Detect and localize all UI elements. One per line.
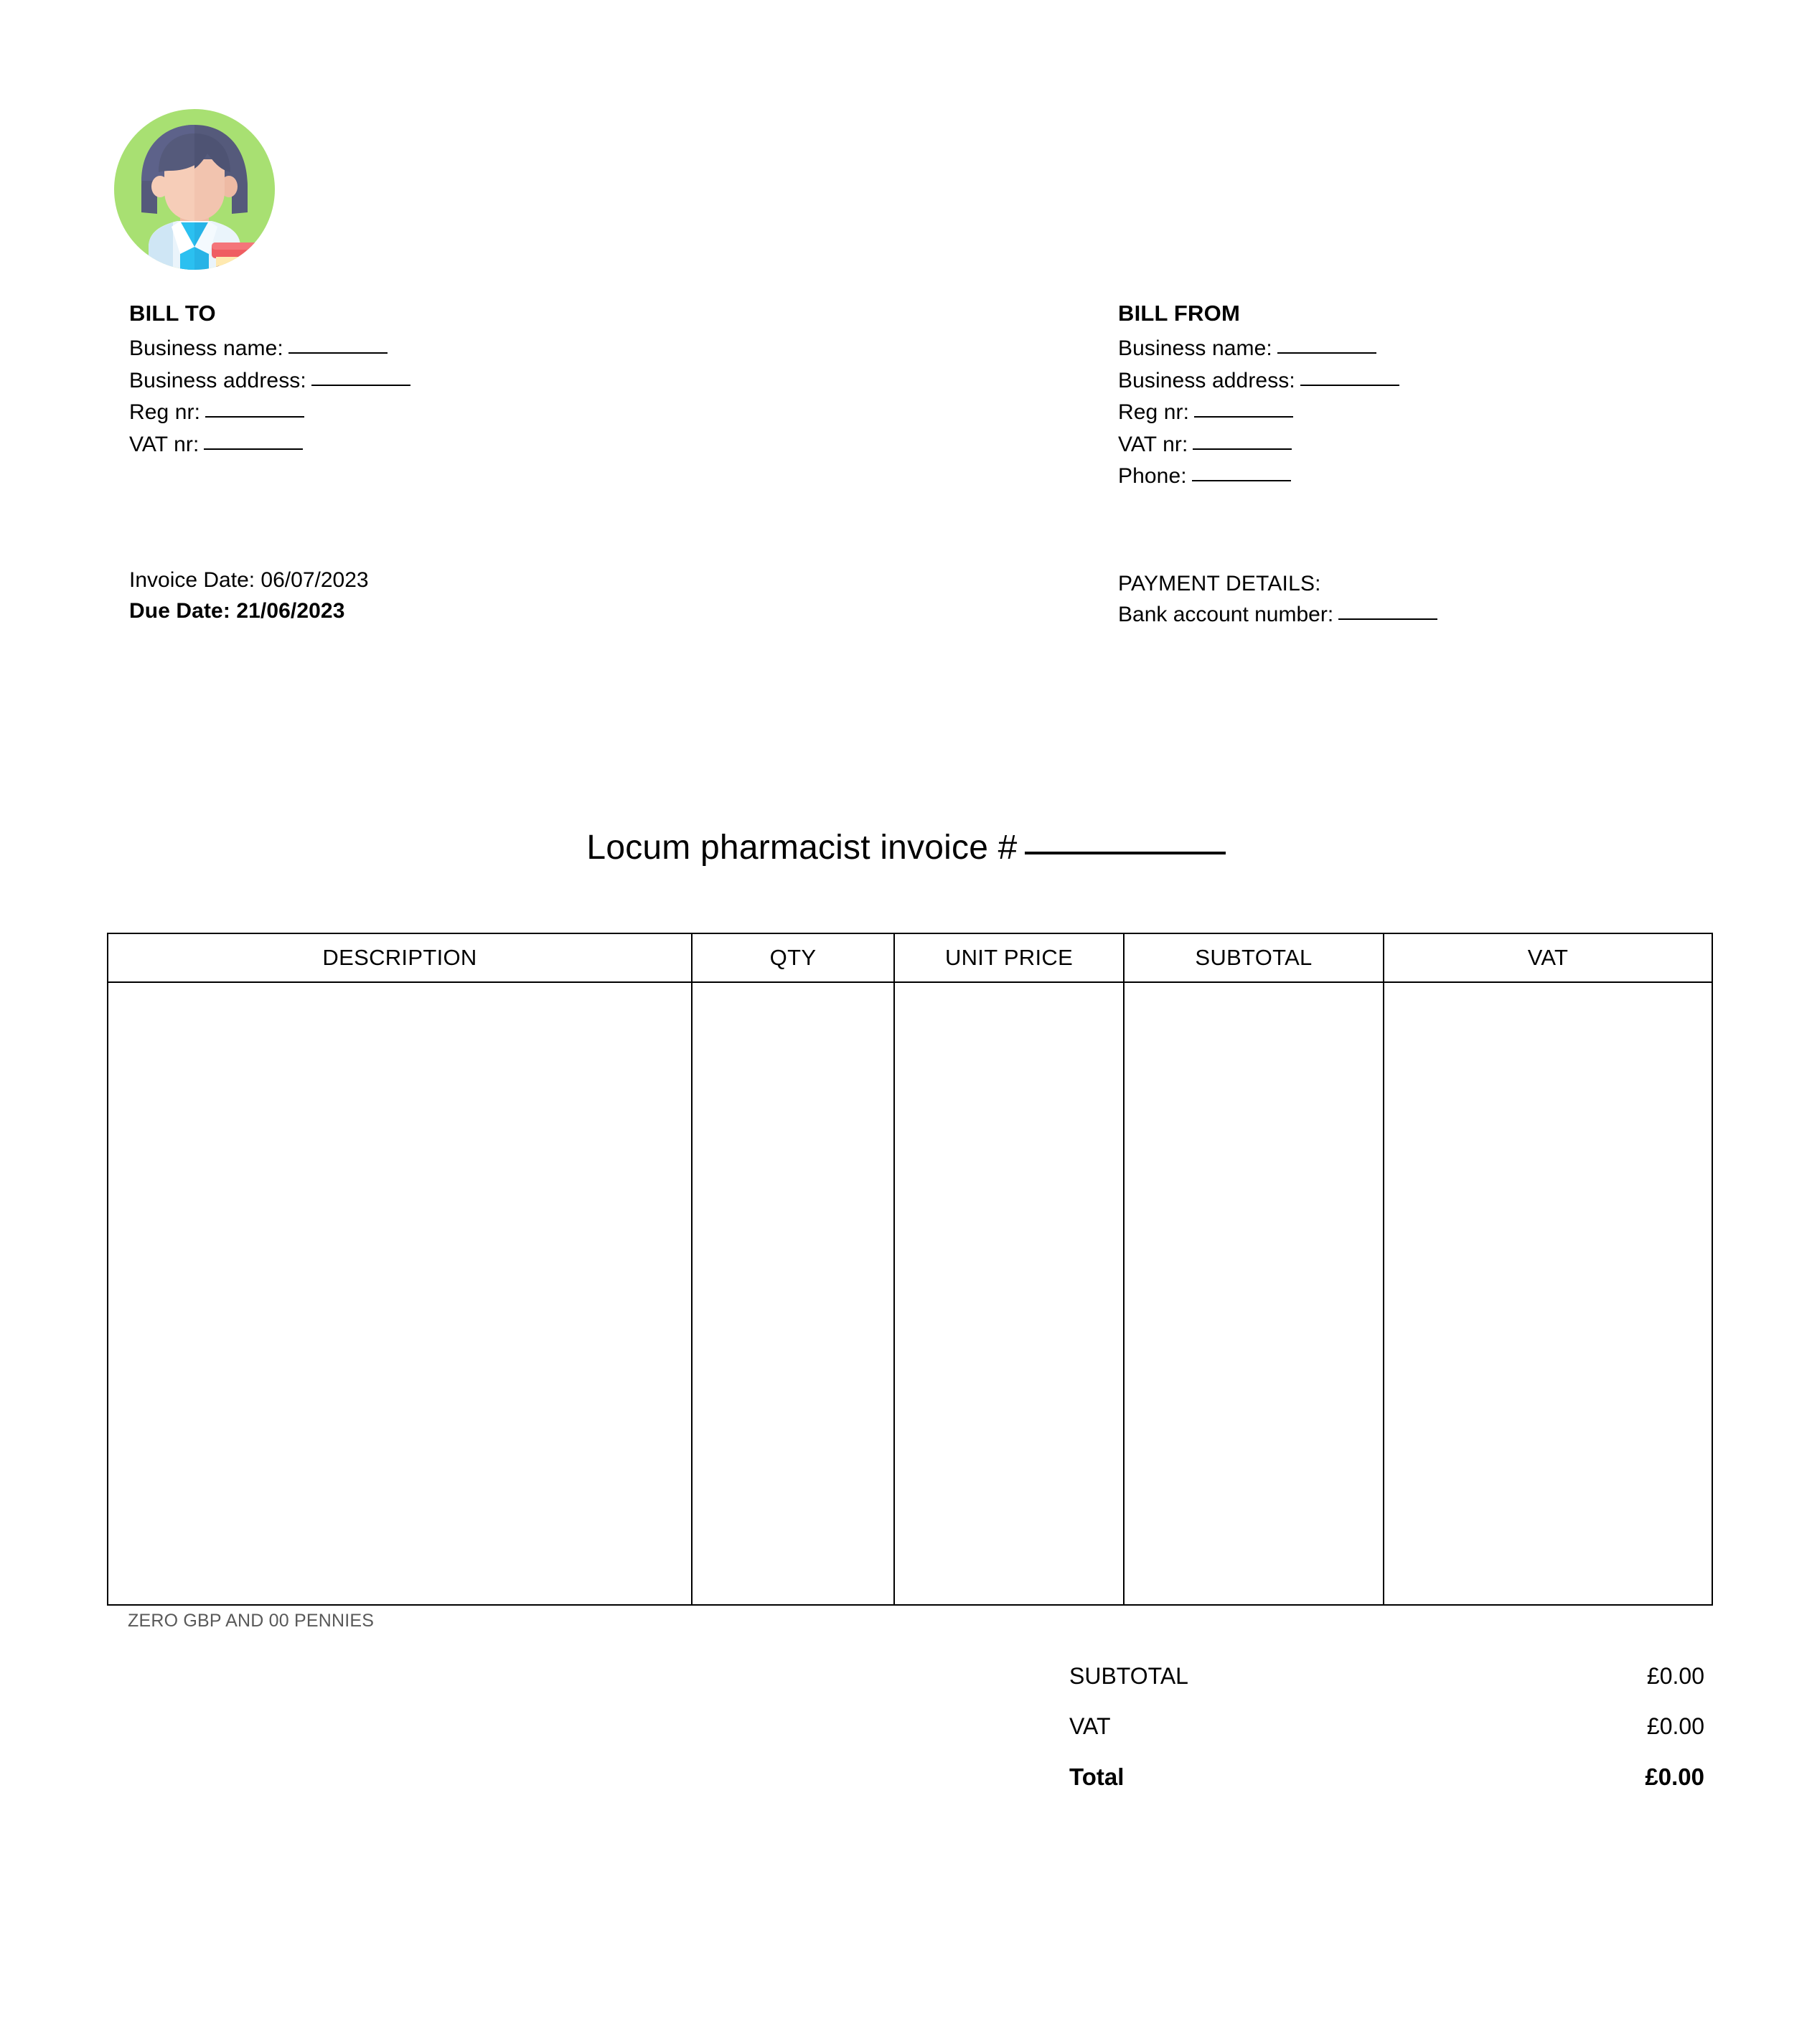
bill-from-phone-blank[interactable] xyxy=(1192,480,1291,481)
invoice-date: Invoice Date: 06/07/2023 xyxy=(129,568,369,592)
totals-row-total xyxy=(1069,1765,1704,1789)
cell-qty[interactable] xyxy=(692,982,894,1605)
bill-from-reg-nr-label: Reg nr: xyxy=(1118,400,1190,425)
bill-to-business-address-field[interactable] xyxy=(129,366,775,397)
bill-from-business-name-blank[interactable] xyxy=(1277,352,1376,354)
cell-unit-price[interactable] xyxy=(894,982,1124,1605)
bill-to-reg-nr-field[interactable] xyxy=(129,397,775,428)
totals-value-subtotal: £0.00 xyxy=(1646,1663,1704,1689)
bill-to-vat-nr-label: VAT nr: xyxy=(129,432,199,456)
column-header-qty: QTY xyxy=(692,933,894,982)
bill-to-vat-nr-field[interactable] xyxy=(129,430,775,461)
totals-label-total: Total xyxy=(1069,1763,1125,1790)
bill-from-vat-nr-label: VAT nr: xyxy=(1118,432,1188,456)
bill-from-business-name-field[interactable] xyxy=(1118,334,1764,364)
bill-from-phone-label: Phone: xyxy=(1118,464,1187,489)
bill-to-title: BILL TO xyxy=(129,301,216,326)
bill-from-business-address-field[interactable] xyxy=(1118,366,1764,397)
bill-from-block xyxy=(1118,298,1764,494)
bill-from-business-address-label: Business address: xyxy=(1118,368,1295,392)
bill-from-vat-nr-blank[interactable] xyxy=(1193,448,1292,450)
bill-from-reg-nr-blank[interactable] xyxy=(1194,416,1293,418)
due-date: Due Date: 21/06/2023 xyxy=(129,598,345,623)
totals-value-total: £0.00 xyxy=(1645,1763,1704,1790)
bill-from-title: BILL FROM xyxy=(1118,301,1240,326)
page-title xyxy=(0,828,1812,867)
bill-from-business-name-label: Business name: xyxy=(1118,336,1272,361)
totals-row-vat xyxy=(1069,1715,1704,1765)
cell-vat[interactable] xyxy=(1384,982,1712,1605)
bill-to-reg-nr-blank[interactable] xyxy=(205,416,304,418)
bill-to-business-name-field[interactable] xyxy=(129,334,775,364)
bill-to-block xyxy=(129,298,775,461)
totals-label-vat: VAT xyxy=(1069,1713,1111,1739)
bill-to-vat-nr-blank[interactable] xyxy=(204,448,303,450)
cell-description[interactable] xyxy=(108,982,692,1605)
bank-account-number-blank[interactable] xyxy=(1338,618,1437,620)
column-header-vat: VAT xyxy=(1384,933,1712,982)
column-header-subtotal: SUBTOTAL xyxy=(1124,933,1384,982)
payment-details-block xyxy=(1118,569,1437,630)
totals-block xyxy=(1069,1664,1704,1789)
pharmacist-avatar-icon xyxy=(111,106,278,273)
column-header-description: DESCRIPTION xyxy=(108,933,692,982)
bill-to-business-address-label: Business address: xyxy=(129,368,306,392)
bill-to-reg-nr-label: Reg nr: xyxy=(129,400,201,425)
invoice-number-blank[interactable] xyxy=(1025,852,1226,854)
line-items-table xyxy=(107,933,1713,1606)
bill-from-phone-field[interactable] xyxy=(1118,461,1764,492)
bill-to-business-name-blank[interactable] xyxy=(288,352,388,354)
amount-in-words: ZERO GBP AND 00 PENNIES xyxy=(128,1611,375,1631)
bill-from-vat-nr-field[interactable] xyxy=(1118,430,1764,461)
bill-to-business-address-blank[interactable] xyxy=(311,385,410,386)
totals-row-subtotal xyxy=(1069,1664,1704,1715)
bank-account-number-field[interactable] xyxy=(1118,600,1437,631)
bill-from-reg-nr-field[interactable] xyxy=(1118,397,1764,428)
bill-to-business-name-label: Business name: xyxy=(129,336,283,361)
column-header-unit-price: UNIT PRICE xyxy=(894,933,1124,982)
totals-label-subtotal: SUBTOTAL xyxy=(1069,1663,1188,1689)
table-row xyxy=(108,982,1712,1605)
page-title-text: Locum pharmacist invoice # xyxy=(586,829,1018,867)
cell-subtotal[interactable] xyxy=(1124,982,1384,1605)
table-header-row xyxy=(108,933,1712,982)
totals-value-vat: £0.00 xyxy=(1646,1713,1704,1739)
dates-block xyxy=(129,565,369,626)
bank-account-number-label: Bank account number: xyxy=(1118,602,1334,626)
payment-details-title: PAYMENT DETAILS: xyxy=(1118,572,1321,595)
bill-from-business-address-blank[interactable] xyxy=(1300,385,1399,386)
